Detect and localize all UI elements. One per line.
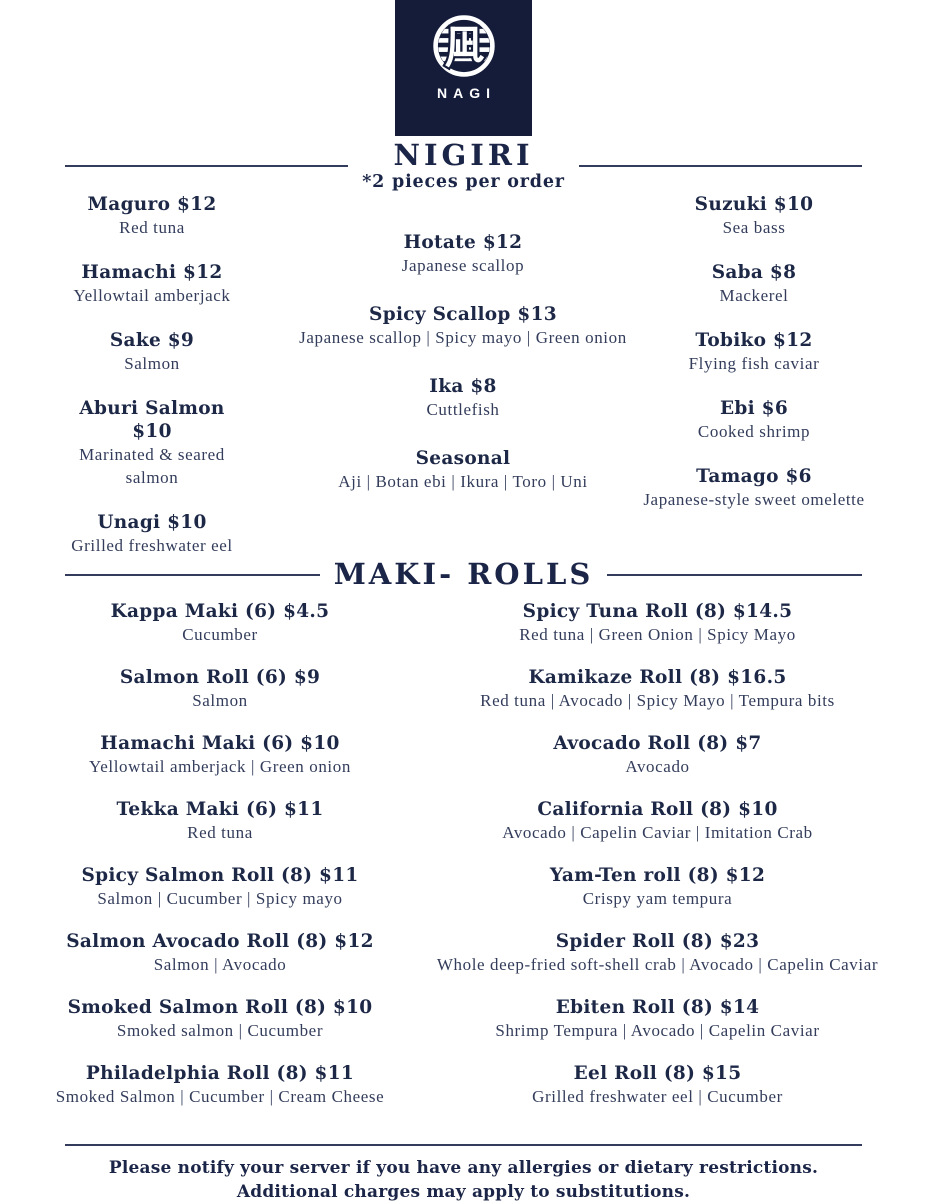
item-description: Avocado | Capelin Caviar | Imitation Crab: [502, 823, 813, 842]
nigiri-divider-left: [65, 165, 348, 167]
menu-item: [40, 798, 400, 844]
menu-item: [40, 930, 400, 976]
item-description: Red tuna | Avocado | Spicy Mayo | Tempura bits: [480, 691, 835, 710]
item-description: Cooked shrimp: [697, 422, 811, 441]
item-name: Kamikaze Roll (8) $16.5: [528, 667, 787, 688]
item-description: Salmon: [124, 354, 180, 373]
nigiri-title: NIGIRI: [393, 138, 534, 172]
item-description: Avocado: [625, 757, 690, 776]
footer: [0, 1144, 927, 1204]
logo-wordmark: NAGI: [437, 85, 496, 101]
maki-items: [0, 600, 927, 1128]
menu-item: [415, 732, 900, 778]
item-name: Hamachi $12: [81, 262, 223, 283]
menu-item: [415, 864, 900, 910]
item-description: Grilled freshwater eel: [71, 536, 233, 555]
item-description: Salmon | Avocado: [153, 955, 287, 974]
item-name: Spicy Salmon Roll (8) $11: [81, 865, 359, 886]
maki-title: MAKI- ROLLS: [333, 557, 594, 591]
item-name: Hamachi Maki (6) $10: [100, 733, 340, 754]
item-description: Yellowtail amberjack: [73, 286, 231, 305]
item-description: Japanese scallop: [401, 256, 525, 275]
item-description: Japanese scallop | Spicy mayo | Green onion: [299, 328, 627, 347]
item-name: Ebiten Roll (8) $14: [555, 997, 760, 1018]
item-description: Red tuna | Green Onion | Spicy Mayo: [519, 625, 796, 644]
item-name: Aburi Salmon $10: [79, 398, 225, 442]
menu-item: [57, 261, 247, 307]
item-description: Red tuna: [187, 823, 253, 842]
menu-item: [57, 397, 247, 489]
item-name: Philadelphia Roll (8) $11: [85, 1063, 355, 1084]
footer-substitution-note: Additional charges may apply to substitutions.: [236, 1182, 691, 1202]
item-name: Kappa Maki (6) $4.5: [110, 601, 330, 622]
menu-item: [415, 930, 900, 976]
menu-item: [40, 732, 400, 778]
menu-item: [593, 261, 915, 307]
item-name: Spicy Scallop $13: [369, 304, 557, 325]
item-description: Red tuna: [119, 218, 185, 237]
menu-item: [593, 193, 915, 239]
item-description: Cuttlefish: [426, 400, 500, 419]
menu-item: [40, 864, 400, 910]
item-description: Sea bass: [722, 218, 786, 237]
item-name: Tobiko $12: [695, 330, 813, 351]
item-description: Salmon: [192, 691, 248, 710]
menu-item: [593, 397, 915, 443]
item-name: Seasonal: [415, 448, 511, 469]
item-name: Salmon Avocado Roll (8) $12: [66, 931, 374, 952]
nigiri-header-center: [362, 140, 565, 192]
item-name: Avocado Roll (8) $7: [553, 733, 762, 754]
item-description: Mackerel: [719, 286, 789, 305]
nagi-kanji-emblem-icon: [431, 13, 497, 79]
menu-item: [57, 511, 247, 557]
menu-item: [593, 465, 915, 511]
item-name: Eel Roll (8) $15: [573, 1063, 742, 1084]
menu-item: [57, 329, 247, 375]
item-name: Ebi $6: [719, 398, 789, 419]
item-description: Whole deep-fried soft-shell crab | Avocado | Capelin Caviar: [436, 955, 879, 974]
menu-item: [593, 329, 915, 375]
footer-allergy-note: Please notify your server if you have any allergies or dietary restrictions.: [108, 1158, 819, 1178]
item-description: Cucumber: [182, 625, 258, 644]
item-description: Japanese-style sweet omelette: [643, 490, 865, 509]
menu-item: [415, 996, 900, 1042]
footer-divider: [65, 1144, 862, 1146]
item-name: Unagi $10: [97, 512, 207, 533]
nigiri-section-header: [0, 140, 927, 192]
menu-item: [40, 996, 400, 1042]
maki-divider-right: [607, 574, 862, 576]
item-description: Flying fish caviar: [688, 354, 820, 373]
item-description: Shrimp Tempura | Avocado | Capelin Caviar: [495, 1021, 820, 1040]
item-name: Spicy Tuna Roll (8) $14.5: [522, 601, 793, 622]
item-name: Ika $8: [429, 376, 497, 397]
item-description: Salmon | Cucumber | Spicy mayo: [97, 889, 343, 908]
item-name: Salmon Roll (6) $9: [119, 667, 321, 688]
item-name: Saba $8: [711, 262, 797, 283]
nigiri-column-right: [593, 193, 915, 533]
item-name: Smoked Salmon Roll (8) $10: [67, 997, 373, 1018]
maki-column-left: [40, 600, 400, 1128]
menu-item: [415, 798, 900, 844]
maki-column-right: [415, 600, 900, 1128]
item-name: Tamago $6: [696, 466, 812, 487]
item-name: Tekka Maki (6) $11: [116, 799, 324, 820]
item-name: Spider Roll (8) $23: [555, 931, 760, 952]
nigiri-subtitle: *2 pieces per order: [362, 172, 565, 192]
item-name: California Roll (8) $10: [537, 799, 778, 820]
item-name: Hotate $12: [403, 232, 523, 253]
menu-item: [415, 600, 900, 646]
item-name: Yam-Ten roll (8) $12: [549, 865, 766, 886]
item-description: Smoked Salmon | Cucumber | Cream Cheese: [55, 1087, 385, 1106]
item-name: Maguro $12: [87, 194, 217, 215]
nigiri-divider-right: [579, 165, 862, 167]
menu-item: [40, 666, 400, 712]
item-description: Smoked salmon | Cucumber: [116, 1021, 324, 1040]
item-description: Grilled freshwater eel | Cucumber: [532, 1087, 783, 1106]
menu-item: [40, 1062, 400, 1108]
menu-item: [415, 666, 900, 712]
menu-item: [57, 193, 247, 239]
menu-item: [40, 600, 400, 646]
item-description: Marinated & seared salmon: [79, 445, 225, 487]
item-description: Aji | Botan ebi | Ikura | Toro | Uni: [338, 472, 588, 491]
nigiri-column-left: [57, 193, 247, 579]
restaurant-logo: [395, 0, 532, 136]
item-name: Sake $9: [109, 330, 195, 351]
item-description: Yellowtail amberjack | Green onion: [89, 757, 351, 776]
item-name: Suzuki $10: [694, 194, 814, 215]
nigiri-items: [0, 193, 927, 555]
menu-item: [415, 1062, 900, 1108]
item-description: Crispy yam tempura: [582, 889, 733, 908]
